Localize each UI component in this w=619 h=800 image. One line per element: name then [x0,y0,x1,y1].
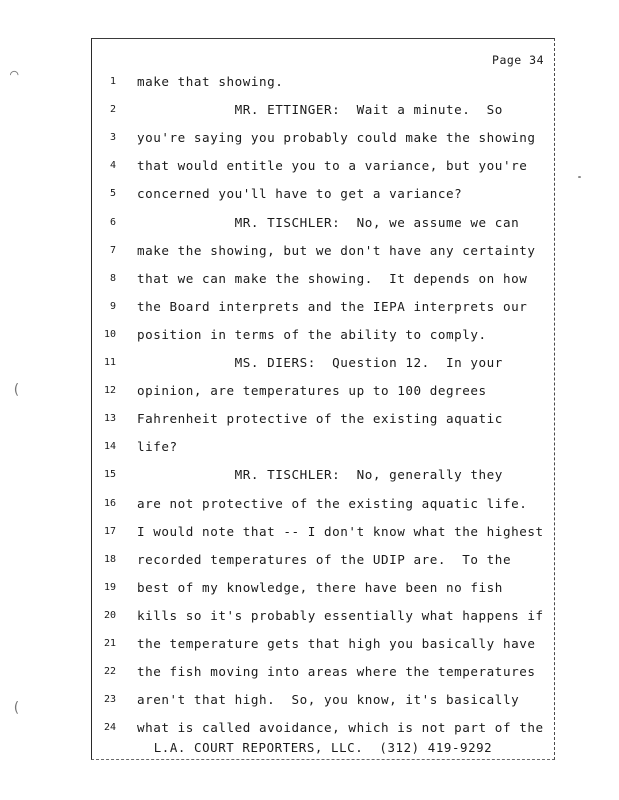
transcript-line [92,664,554,692]
transcript-line [92,411,554,439]
line-text: you're saying you probably could make the showing [137,130,536,146]
line-text: that we can make the showing. It depends on how [137,270,528,286]
scan-mark-mid-left: ( [12,382,21,398]
line-number: 23 [103,694,116,706]
line-number: 14 [103,441,116,453]
line-text: that would entitle you to a variance, but you're [137,158,528,174]
transcript-line [92,383,554,411]
transcript-line [92,439,554,467]
transcript-line [92,130,554,158]
line-number: 3 [109,132,116,144]
line-text: are not protective of the existing aquatic life. [137,495,528,511]
line-number: 2 [109,104,116,116]
line-number: 19 [103,581,116,593]
line-number: 4 [109,160,116,172]
line-text: position in terms of the ability to comply. [137,326,487,342]
line-text: make the showing, but we don't have any certainty [137,242,536,258]
transcript-line [92,692,554,720]
transcript-line [92,186,554,214]
scan-speck [578,176,581,178]
transcript-line [92,158,554,186]
line-number: 24 [103,722,116,734]
line-number: 16 [103,497,116,509]
court-reporter-footer: L.A. COURT REPORTERS, LLC. (312) 419-9292 [153,740,493,755]
line-number: 21 [103,638,116,649]
transcript-line [92,580,554,608]
line-number: 11 [103,357,116,368]
line-number: 8 [109,272,116,284]
transcript-line [92,467,554,495]
line-text: opinion, are temperatures up to 100 degrees [137,383,487,399]
transcript-line [92,74,554,102]
line-text: MR. TISCHLER: No, generally they [137,467,503,483]
transcript-line [92,608,554,636]
line-number: 17 [103,525,116,537]
line-text: recorded temperatures of the UDIP are. To the [137,551,512,567]
transcript-line [92,552,554,580]
line-number: 20 [103,609,116,621]
line-text: the fish moving into areas where the temperatures [137,664,536,680]
transcript-line [92,355,554,383]
line-number: 10 [103,328,116,340]
line-number: 22 [103,666,116,678]
transcript-line [92,327,554,355]
scan-mark-top-left: ⌒ [10,66,19,82]
line-text: aren't that high. So, you know, it's basically [137,692,520,708]
transcript-page [91,38,555,760]
scan-mark-bottom-left: ( [12,700,21,716]
line-text: life? [137,439,178,455]
transcript-line [92,243,554,271]
page-number: Page 34 [492,53,544,67]
line-number: 13 [103,413,116,425]
line-number: 6 [109,216,116,228]
line-text: make that showing. [137,74,284,89]
line-number: 5 [109,188,116,200]
line-text: MR. ETTINGER: Wait a minute. So [137,102,503,118]
line-text: Fahrenheit protective of the existing aquatic [137,411,503,427]
line-text: MR. TISCHLER: No, we assume we can [137,214,520,230]
line-text: I would note that -- I don't know what the highest [137,523,544,539]
transcript-line [92,215,554,243]
line-number: 12 [103,385,116,397]
line-number: 9 [109,300,116,312]
line-number: 15 [103,469,116,481]
transcript-line [92,102,554,130]
line-text: the Board interprets and the IEPA interprets our [137,298,528,314]
line-number: 7 [109,244,116,256]
transcript-line [92,271,554,299]
transcript-line [92,299,554,327]
line-number: 1 [109,76,116,87]
line-number: 18 [103,553,116,565]
line-text: concerned you'll have to get a variance? [137,186,463,202]
line-text: MS. DIERS: Question 12. In your [137,355,503,370]
line-text: the temperature gets that high you basically have [137,636,536,651]
transcript-line [92,636,554,664]
transcript-line [92,496,554,524]
transcript-line [92,524,554,552]
line-text: kills so it's probably essentially what happens if [137,607,544,623]
line-text: what is called avoidance, which is not part of the [137,720,544,736]
line-text: best of my knowledge, there have been no fish [137,579,503,595]
